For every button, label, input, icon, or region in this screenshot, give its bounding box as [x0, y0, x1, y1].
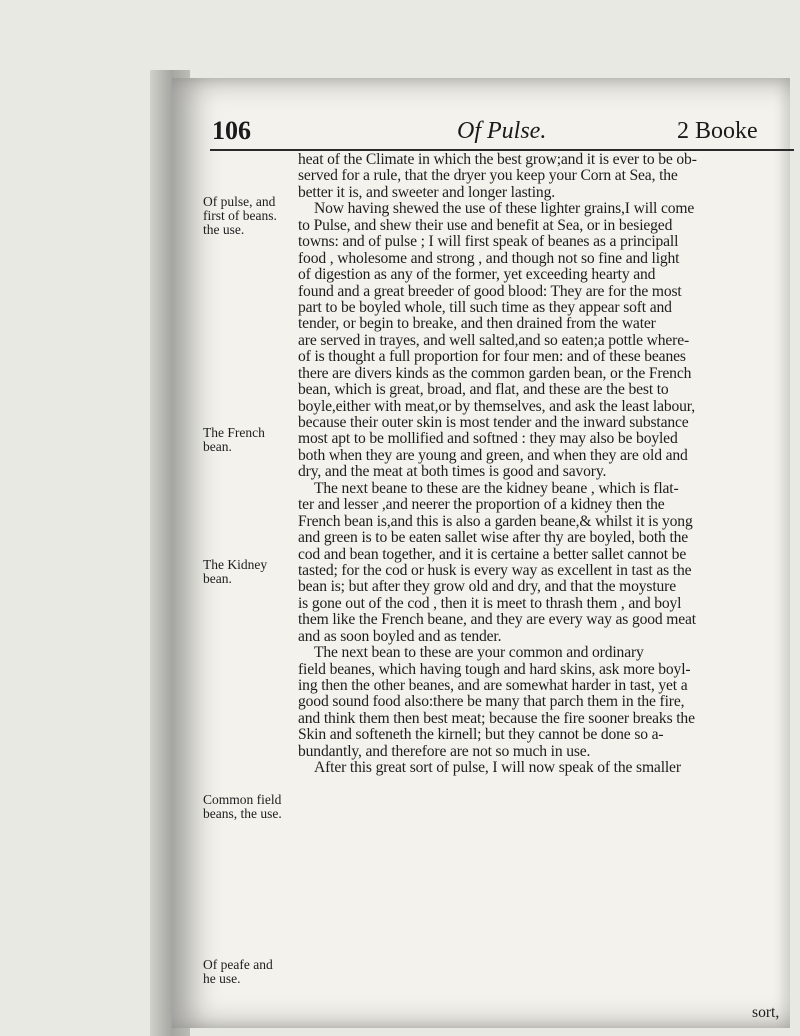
text-line: cod and bean together, and it is certaine a better sallet cannot be	[298, 545, 687, 563]
page-number: 106	[212, 116, 251, 145]
text-line: part to be boyled whole, till such time as they appear soft and	[298, 298, 672, 316]
text-line: heat of the Climate in which the best grow;and it is ever to be ob-	[298, 151, 697, 168]
text-line: and think them then best meat; because the fire sooner breaks the	[298, 709, 695, 727]
text-line: of digestion as any of the former, yet exceeding hearty and	[298, 266, 656, 284]
text-line: to Pulse, and shew their use and benefit at Sea, or in besieged	[298, 216, 673, 234]
marginal-note-pulse	[203, 195, 295, 237]
text-line: ter and lesser ,and neerer the proportion of a kidney then the	[298, 496, 665, 514]
text-line: there are divers kinds as the common garden bean, or the French	[298, 364, 692, 382]
text-line: bean, which is great, broad, and flat, and these are the best to	[298, 381, 669, 399]
text-line: Now having shewed the use of these lighter grains,I will come	[314, 200, 695, 218]
text-line: good sound food also:there be many that parch them in the fire,	[298, 693, 685, 711]
text-line: bean is; but after they grow old and dry, and that the moysture	[298, 578, 676, 596]
book-reference: 2 Booke	[677, 118, 758, 144]
marginal-note-line: bean.	[203, 439, 232, 454]
marginal-note-line: The French	[203, 425, 265, 440]
text-line: most apt to be mollified and softned : they may also be boyled	[298, 430, 678, 448]
text-line: The next beane to these are the kidney beane , which is flat-	[314, 479, 679, 497]
text-line: food , wholesome and strong , and though not so fine and light	[298, 249, 680, 267]
marginal-note-line: the use.	[203, 222, 245, 237]
text-line: both when they are young and green, and when they are old and	[298, 446, 688, 464]
catchword: sort,	[752, 1004, 780, 1021]
text-line: tasted; for the cod or husk is every way as excellent in tast as the	[298, 561, 692, 579]
marginal-note-line: Of peafe and	[203, 957, 273, 972]
text-line: towns: and of pulse ; I will first speak of beanes as a principall	[298, 233, 679, 251]
text-line: of is thought a full proportion for four men: and of these beanes	[298, 348, 686, 366]
text-line: French bean is,and this is also a garden beane,& whilst it is yong	[298, 512, 693, 530]
text-line: field beanes, which having tough and hard skins, ask more boyl-	[298, 660, 691, 678]
body-text	[298, 152, 788, 777]
text-line: served for a rule, that the dryer you keep your Corn at Sea, the	[298, 167, 678, 185]
text-line: because their outer skin is most tender and the inward substance	[298, 414, 689, 431]
marginal-note-line: Of pulse, and	[203, 194, 276, 209]
text-line: After this great sort of pulse, I will now speak of the smaller	[314, 759, 681, 777]
marginal-note-french-bean	[203, 426, 295, 454]
text-line: The next bean to these are your common and ordinary	[314, 644, 644, 662]
text-line: are served in trayes, and well salted,and so eaten;a pottle where-	[298, 331, 690, 349]
text-line: ing then the other beanes, and are somewhat harder in tast, yet a	[298, 677, 688, 694]
marginal-note-line: he use.	[203, 971, 241, 986]
text-line: tender, or begin to breake, and then drained from the water	[298, 315, 656, 333]
text-line: bundantly, and therefore are not so much in use.	[298, 742, 591, 760]
running-head: Of Pulse.	[457, 118, 547, 144]
text-line: and green is to be eaten sallet wise after thy are boyled, both the	[298, 529, 689, 547]
text-line: them like the French beane, and they are every way as good meat	[298, 611, 696, 629]
marginal-note-line: bean.	[203, 571, 232, 586]
text-line: boyle,either with meat,or by themselves, and ask the least labour,	[298, 397, 695, 415]
marginal-note-line: first of beans.	[203, 208, 277, 223]
marginal-note-line: Common field	[203, 792, 282, 807]
marginal-note-peafe	[203, 958, 295, 986]
marginal-note-line: The Kidney	[203, 557, 268, 572]
text-line: dry, and the meat at both times is good and savory.	[298, 463, 607, 481]
text-line: is gone out of the cod , then it is meet to thrash them , and boyl	[298, 594, 682, 612]
marginal-note-kidney-bean	[203, 558, 295, 586]
marginal-note-field-beans	[203, 793, 295, 821]
marginal-note-line: beans, the use.	[203, 806, 282, 821]
text-line: found and a great breeder of good blood: They are for the most	[298, 282, 682, 300]
text-line: better it is, and sweeter and longer lasting.	[298, 183, 555, 201]
text-line: Skin and softeneth the kirnell; but they cannot be done so a-	[298, 726, 664, 744]
text-line: and as soon boyled and as tender.	[298, 627, 502, 645]
